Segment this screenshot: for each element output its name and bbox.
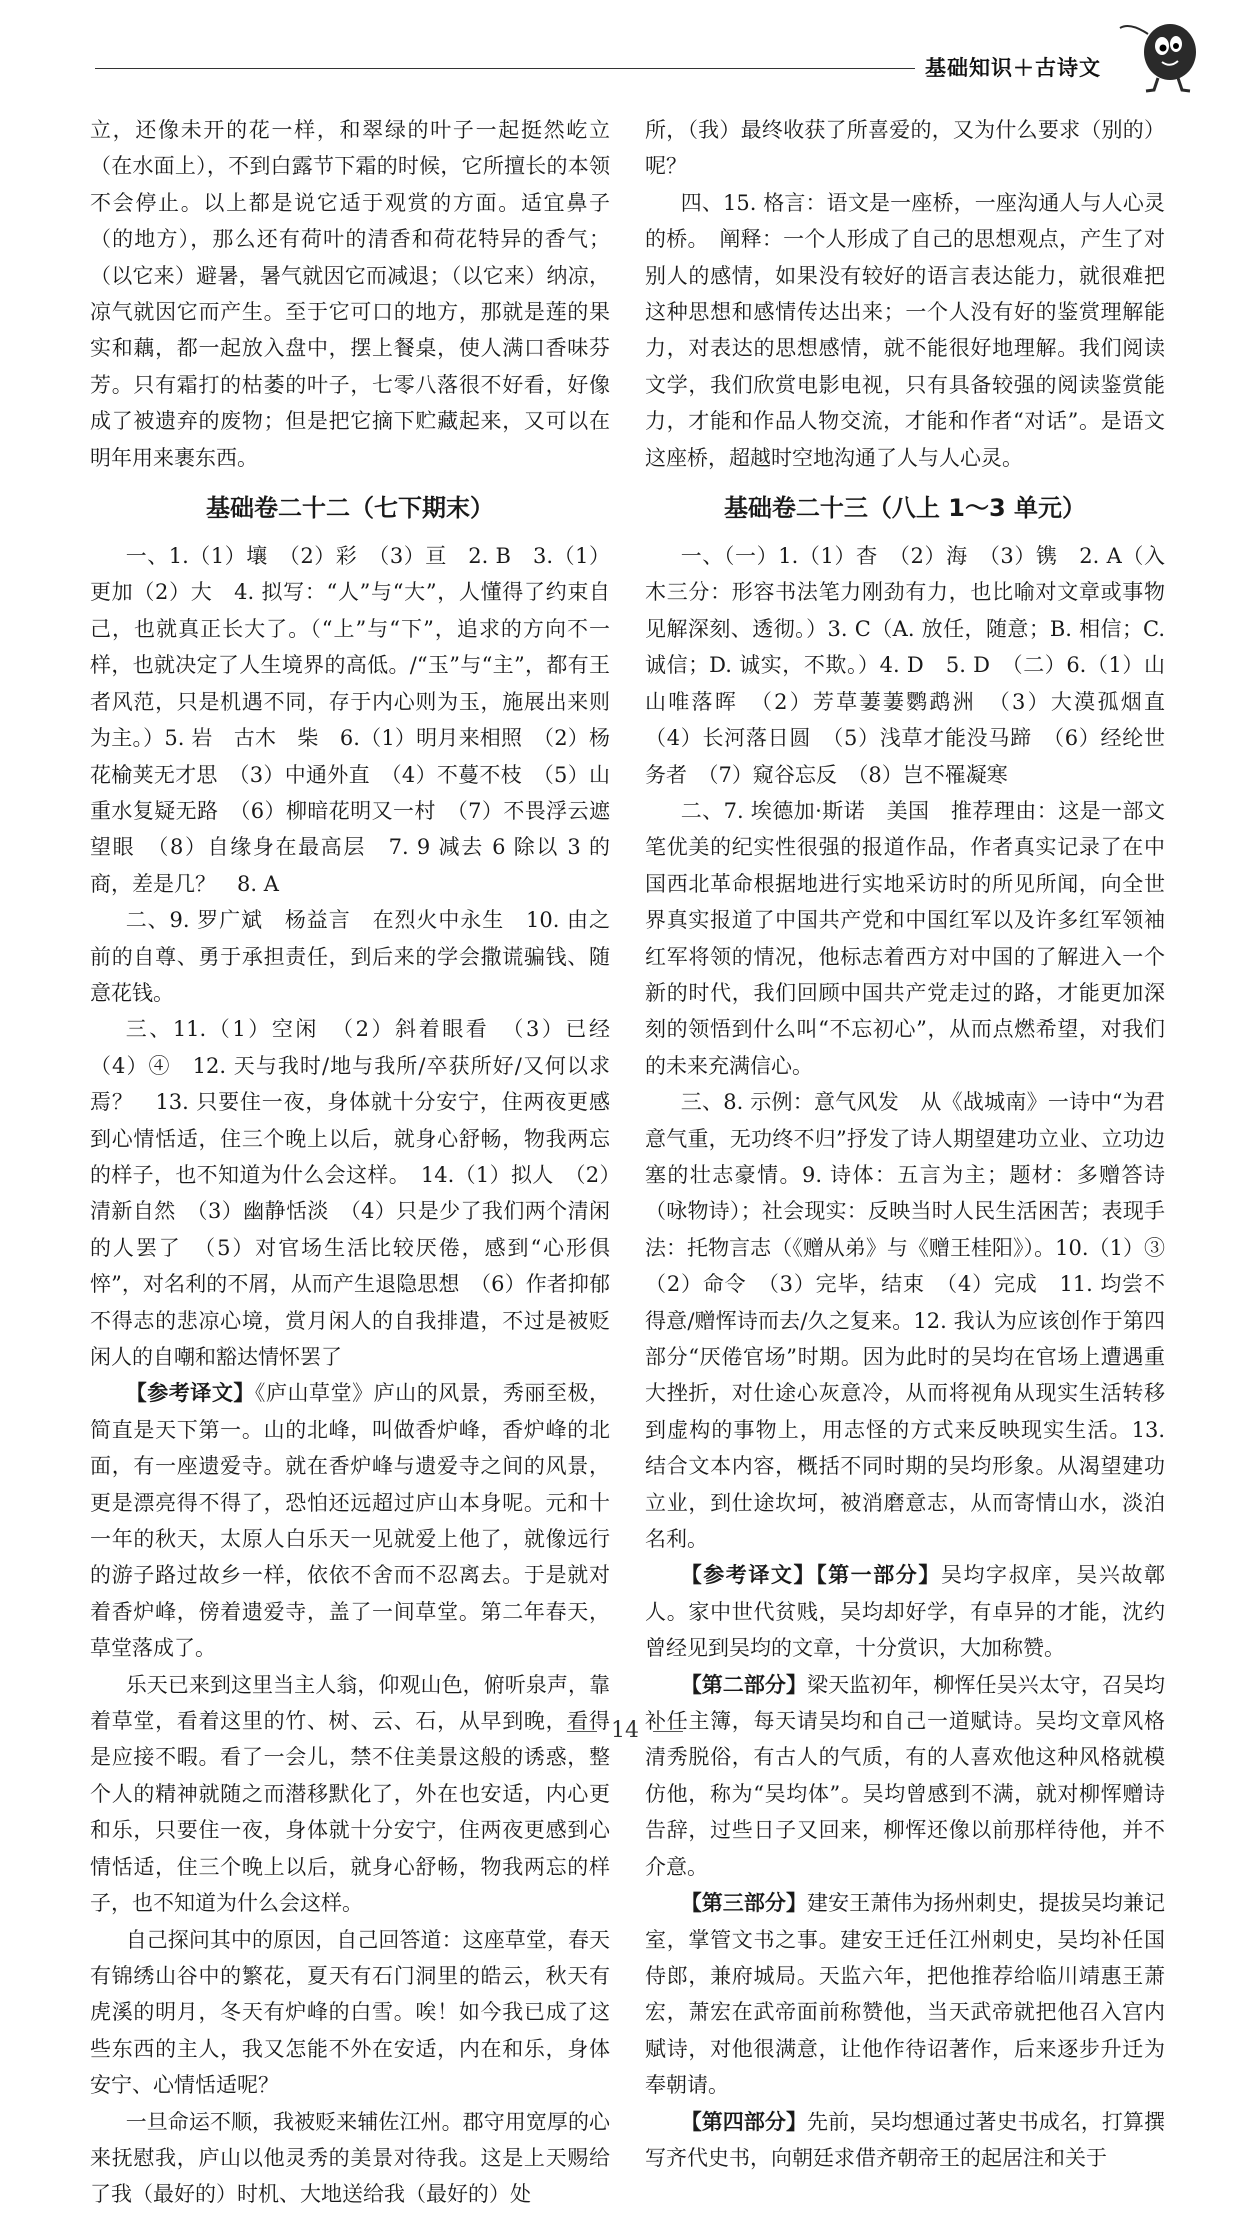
translation-paragraph: 自己探问其中的原因，自己回答道：这座草堂，春天有锦绣山谷中的繁花，夏天有石门洞里的皓云，秋天有虎溪的明月，冬天有炉峰的白雪。唉！如今我已成了这些东西的主人，我又怎能不外在安适，内在和乐，身体安宁、心情恬适呢？ bbox=[90, 1927, 610, 2098]
translation-text: 梁天监初年，柳恽任吴兴太守，召吴均补任主簿，每天请吴均和自己一道赋诗。吴均文章风格清秀脱俗，有古人的气质，有的人喜欢他这种风格就模仿他，称为“吴均体”。吴均曾感到不满，就对柳恽赠诗告辞，过些日子又回来，柳恽还像以前那样待他，并不介意。 bbox=[645, 1672, 1165, 1879]
left-column bbox=[90, 112, 631, 2213]
answer-part-3: 三、11.（1）空闲 （2）斜着眼看 （3）已经 （4）④ 12. 天与我时/地与我所/卒获所好/又何以求焉？ 13. 只要住一夜，身体就十分安宁，住两夜更感到心情恬适，住三个晚上以后，就身心舒畅，物我两忘的样子，也不知道为什么会这样。 14.（1）拟人 （2）清新自然 （3）幽静恬淡 （4）只是少了我们两个清闲的人罢了 （5）对官场生活比较厌倦，感到“心形俱悴”，对名利的不屑，从而产生退隐思想 （6）作者抑郁不得志的悲凉心境，赏月闲人的自我排遣，不过是被贬闲人的自嘲和豁达情怀罢了 bbox=[90, 1017, 631, 1369]
translation-text: 《庐山草堂》庐山的风景，秀丽至极，简直是天下第一。山的北峰，叫做香炉峰，香炉峰的北面，有一座遗爱寺。就在香炉峰与遗爱寺之间的风景，更是漂亮得不得了，恐怕还远超过庐山本身呢。元和十一年的秋天，太原人白乐天一见就爱上他了，就像远行的游子路过故乡一样，依依不舍而不忍离去。于是就对着香炉峰，傍着遗爱寺，盖了一间草堂。第二年春天，草堂落成了。 bbox=[90, 1381, 611, 1661]
section-title-23: 基础卷二十三（八上 1～3 单元） bbox=[723, 494, 1087, 523]
right-column bbox=[645, 112, 1186, 2176]
translation-paragraph bbox=[645, 1557, 1165, 1666]
page-number-dash bbox=[653, 1731, 683, 1732]
page-number-value: 14 bbox=[611, 1718, 639, 1743]
page-number-dash bbox=[567, 1731, 597, 1732]
right-intro-paragraph: 所，（我）最终收获了所喜爱的，又为什么要求（别的）呢？ bbox=[645, 118, 1165, 179]
translation-paragraph bbox=[90, 1375, 610, 1666]
translation-part-label: 【第三部分】 bbox=[680, 1890, 808, 1916]
translation-paragraph bbox=[645, 1667, 1165, 1885]
header-title: 基础知识＋古诗文 bbox=[925, 56, 1101, 80]
left-intro-paragraph: 立，还像未开的花一样，和翠绿的叶子一起挺然屹立（在水面上），不到白露节下霜的时候，它所擅长的本领不会停止。以上都是说它适于观赏的方面。适宜鼻子（的地方），那么还有荷叶的清香和荷花特异的香气；（以它来）避暑，暑气就因它而减退；（以它来）纳凉，凉气就因它而产生。至于它可口的地方，那就是莲的果实和藕，都一起放入盘中，摆上餐桌，使人满口香味芬芳。只有霜打的枯萎的叶子，七零八落很不好看，好像成了被遗弃的废物；但是把它摘下贮藏起来，又可以在明年用来裹东西。 bbox=[90, 118, 610, 470]
answer-part-2: 二、9. 罗广斌 杨益言 在烈火中永生 10. 由之前的自尊、勇于承担责任，到后来的学会撒谎骗钱、随意花钱。 bbox=[90, 908, 610, 1005]
translation-paragraph: 一旦命运不顺，我被贬来辅佐江州。郡守用宽厚的心来抚慰我，庐山以他灵秀的美景对待我。这是上天赐给了我（最好的）时机、大地送给我（最好的）处 bbox=[90, 2109, 610, 2207]
translation-text: 吴均字叔庠，吴兴故鄣人。家中世代贫贱，吴均却好学，有卓异的才能，沈约曾经见到吴均的文章，十分赏识，大加称赞。 bbox=[645, 1563, 1165, 1661]
translation-label: 【参考译文】 bbox=[125, 1380, 255, 1406]
page-number bbox=[0, 1718, 1250, 1743]
answer-part-2: 二、7. 埃德加·斯诺 美国 推荐理由：这是一部文笔优美的纪实性很强的报道作品，作者真实记录了在中国西北革命根据地进行实地采访时的所见所闻，向全世界真实报道了中国共产党和中国红军以及许多红军领袖红军将领的情况，他标志着西方对中国的了解进入一个新的时代，我们回顾中国共产党走过的路，才能更加深刻的领悟到什么叫“不忘初心”，从而点燃希望，对我们的未来充满信心。 bbox=[645, 798, 1165, 1078]
translation-part-label: 【第四部分】 bbox=[680, 2108, 808, 2134]
translation-part-label: 【第一部分】 bbox=[816, 1562, 941, 1588]
answer-part-1: 一、（一）1.（1）杳 （2）海 （3）镌 2. A（入木三分：形容书法笔力刚劲有力，也比喻对文章或事物见解深刻、透彻。）3. C（A. 放任，随意；B. 相信；C. 诚信；D. 诚实，不欺。）4. D 5. D （二）6.（1）山山唯落晖 （2）芳草萋萋鹦鹉洲 （3）大漠孤烟直 （4）长河落日圆 （5）浅草才能没马蹄 （6）经纶世务者 （7）窥谷忘反 （8）岂不罹凝寒 bbox=[645, 544, 1186, 787]
answer-part-1: 一、1.（1）壤 （2）彩 （3）亘 2. B 3.（1）更加（2）大 4. 拟写：“人”与“大”，人懂得了约束自己，也就真正长大了。（“上”与“下”，追求的方向不一样，也就决定了人生境界的高低。/“玉”与“主”，都有王者风范，只是机遇不同，存于内心则为玉，施展出来则为主。）5. 岩 古木 柴 6.（1）明月来相照 （2）杨花榆荚无才思 （3）中通外直 （4）不蔓不枝 （5）山重水复疑无路 （6）柳暗花明又一村 （7）不畏浮云遮望眼 （8）自缘身在最高层 7. 9 减去 6 除以 3 的商，差是几？ 8. A bbox=[90, 544, 610, 896]
translation-paragraph bbox=[645, 2104, 1165, 2177]
translation-part-label: 【第二部分】 bbox=[680, 1671, 808, 1697]
mascot-icon bbox=[1118, 14, 1208, 94]
answer-part-3: 三、8. 示例：意气风发 从《战城南》一诗中“为君意气重，无功终不归”抒发了诗人期望建功立业、立功边塞的壮志豪情。9. 诗体：五言为主；题材：多赠答诗（咏物诗）；社会现实：反映当时人民生活困苦；表现手法：托物言志（《赠从弟》与《赠王桂阳》）。10.（1）③ （2）命令 （3）完毕，结束 （4）完成 11. 均尝不得意/赠恽诗而去/久之复来。12. 我认为应该创作于第四部分“厌倦官场”时期。因为此时的吴均在官场上遭遇重大挫折，对仕途心灰意冷，从而将视角从现实生活转移到虚构的事物上，用志怪的方式来反映现实生活。13. 结合文本内容，概括不同时期的吴均形象。从渴望建功立业，到仕途坎坷，被消磨意志，从而寄情山水，淡泊名利。 bbox=[645, 1090, 1186, 1552]
translation-label: 【参考译文】 bbox=[680, 1562, 817, 1588]
translation-text: 先前，吴均想通过著史书成名，打算撰写齐代史书，向朝廷求借齐朝帝王的起居注和关于 bbox=[645, 2109, 1165, 2170]
translation-paragraph: 乐天已来到这里当主人翁，仰观山色，俯听泉声，靠着草堂，看着这里的竹、树、云、石，从早到晚，看得是应接不暇。看了一会儿，禁不住美景这般的诱惑，整个人的精神就随之而潜移默化了，外在也安适，内心更和乐，只要住一夜，身体就十分安宁，住两夜更感到心情恬适，住三个晚上以后，就身心舒畅，物我两忘的样子，也不知道为什么会这样。 bbox=[90, 1672, 610, 1916]
translation-text: 建安王萧伟为扬州刺史，提拔吴均兼记室，掌管文书之事。建安王迁任江州刺史，吴均补任国侍郎，兼府城局。天监六年，把他推荐给临川靖惠王萧宏，萧宏在武帝面前称赞他，当天武帝就把他召入宫内赋诗，对他很满意，让他作待诏著作，后来逐步升迁为奉朝请。 bbox=[645, 1891, 1165, 2098]
section-title-22: 基础卷二十二（七下期末） bbox=[206, 494, 494, 523]
translation-paragraph bbox=[645, 1885, 1165, 2103]
header-rule bbox=[95, 68, 915, 69]
answer-part-4: 四、15. 格言：语文是一座桥，一座沟通人与人心灵的桥。 阐释：一个人形成了自己的思想观点，产生了对别人的感情，如果没有较好的语言表达能力，就很难把这种思想和感情传达出来；一个人没有好的鉴赏理解能力，对表达的思想感情，就不能很好地理解。我们阅读文学，我们欣赏电影电视，只有具备较强的阅读鉴赏能力，才能和作品人物交流，才能和作者“对话”。是语文这座桥，超越时空地沟通了人与人心灵。 bbox=[645, 190, 1165, 470]
